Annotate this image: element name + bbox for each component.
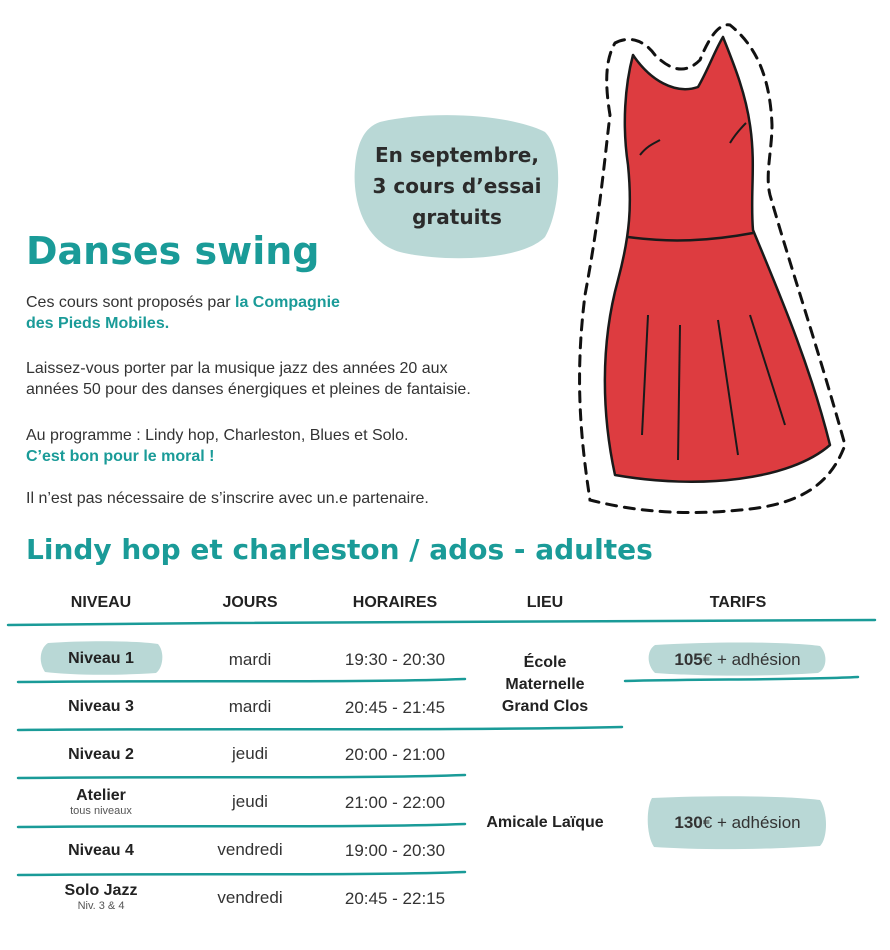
row-time: 19:00 - 20:30 — [344, 841, 446, 860]
row-level: Niveau 3 — [68, 698, 134, 715]
row-level: Atelier tous niveaux — [16, 787, 186, 817]
row-day: mardi — [228, 697, 272, 716]
venue-amicale-laique: Amicale Laïque — [486, 814, 604, 831]
row-level: Niveau 2 — [68, 746, 134, 763]
row-level: Niveau 4 — [68, 842, 134, 859]
row-time: 20:45 - 22:15 — [344, 889, 446, 908]
header-jours: JOURS — [222, 594, 278, 611]
row-level: Solo Jazz Niv. 3 & 4 — [16, 882, 186, 912]
intro-paragraph-2: Laissez-vous porter par la musique jazz des années 20 aux années 50 pour des danses énergiques et pleines de fantaisie. — [26, 360, 471, 398]
trial-badge-text: En septembre, 3 cours d’essai gratuits — [372, 143, 542, 229]
row-day: vendredi — [217, 888, 283, 907]
row-time: 19:30 - 20:30 — [344, 650, 446, 669]
intro-paragraph-1: Ces cours sont proposés par la Compagnie des Pieds Mobiles. — [26, 294, 340, 332]
header-lieu: LIEU — [526, 594, 564, 611]
row-time: 20:45 - 21:45 — [344, 698, 446, 717]
row-level-sub: Niv. 3 & 4 — [77, 900, 125, 912]
row-time: 21:00 - 22:00 — [344, 793, 446, 812]
price-130: 130€ + adhésion — [674, 813, 801, 832]
intro-paragraph-4: Il n’est pas nécessaire de s’inscrire avec un.e partenaire. — [26, 490, 429, 507]
venue-ecole-maternelle: École Maternelle Grand Clos — [501, 654, 589, 715]
header-niveau: NIVEAU — [70, 594, 132, 611]
price-105: 105€ + adhésion — [674, 650, 801, 669]
intro-paragraph-3: Au programme : Lindy hop, Charleston, Blues et Solo. C’est bon pour le moral ! — [26, 427, 409, 465]
row-time: 20:00 - 21:00 — [344, 745, 446, 764]
row-level-sub: tous niveaux — [70, 805, 132, 817]
section-title: Lindy hop et charleston / ados - adultes — [26, 533, 653, 566]
row-day: jeudi — [232, 792, 268, 811]
row-day: jeudi — [232, 744, 268, 763]
header-tarifs: TARIFS — [709, 594, 767, 611]
header-horaires: HORAIRES — [352, 594, 438, 611]
row-day: vendredi — [217, 840, 283, 859]
row-day: mardi — [228, 650, 272, 669]
row-level: Niveau 1 — [68, 650, 134, 667]
page-title: Danses swing — [26, 229, 320, 273]
